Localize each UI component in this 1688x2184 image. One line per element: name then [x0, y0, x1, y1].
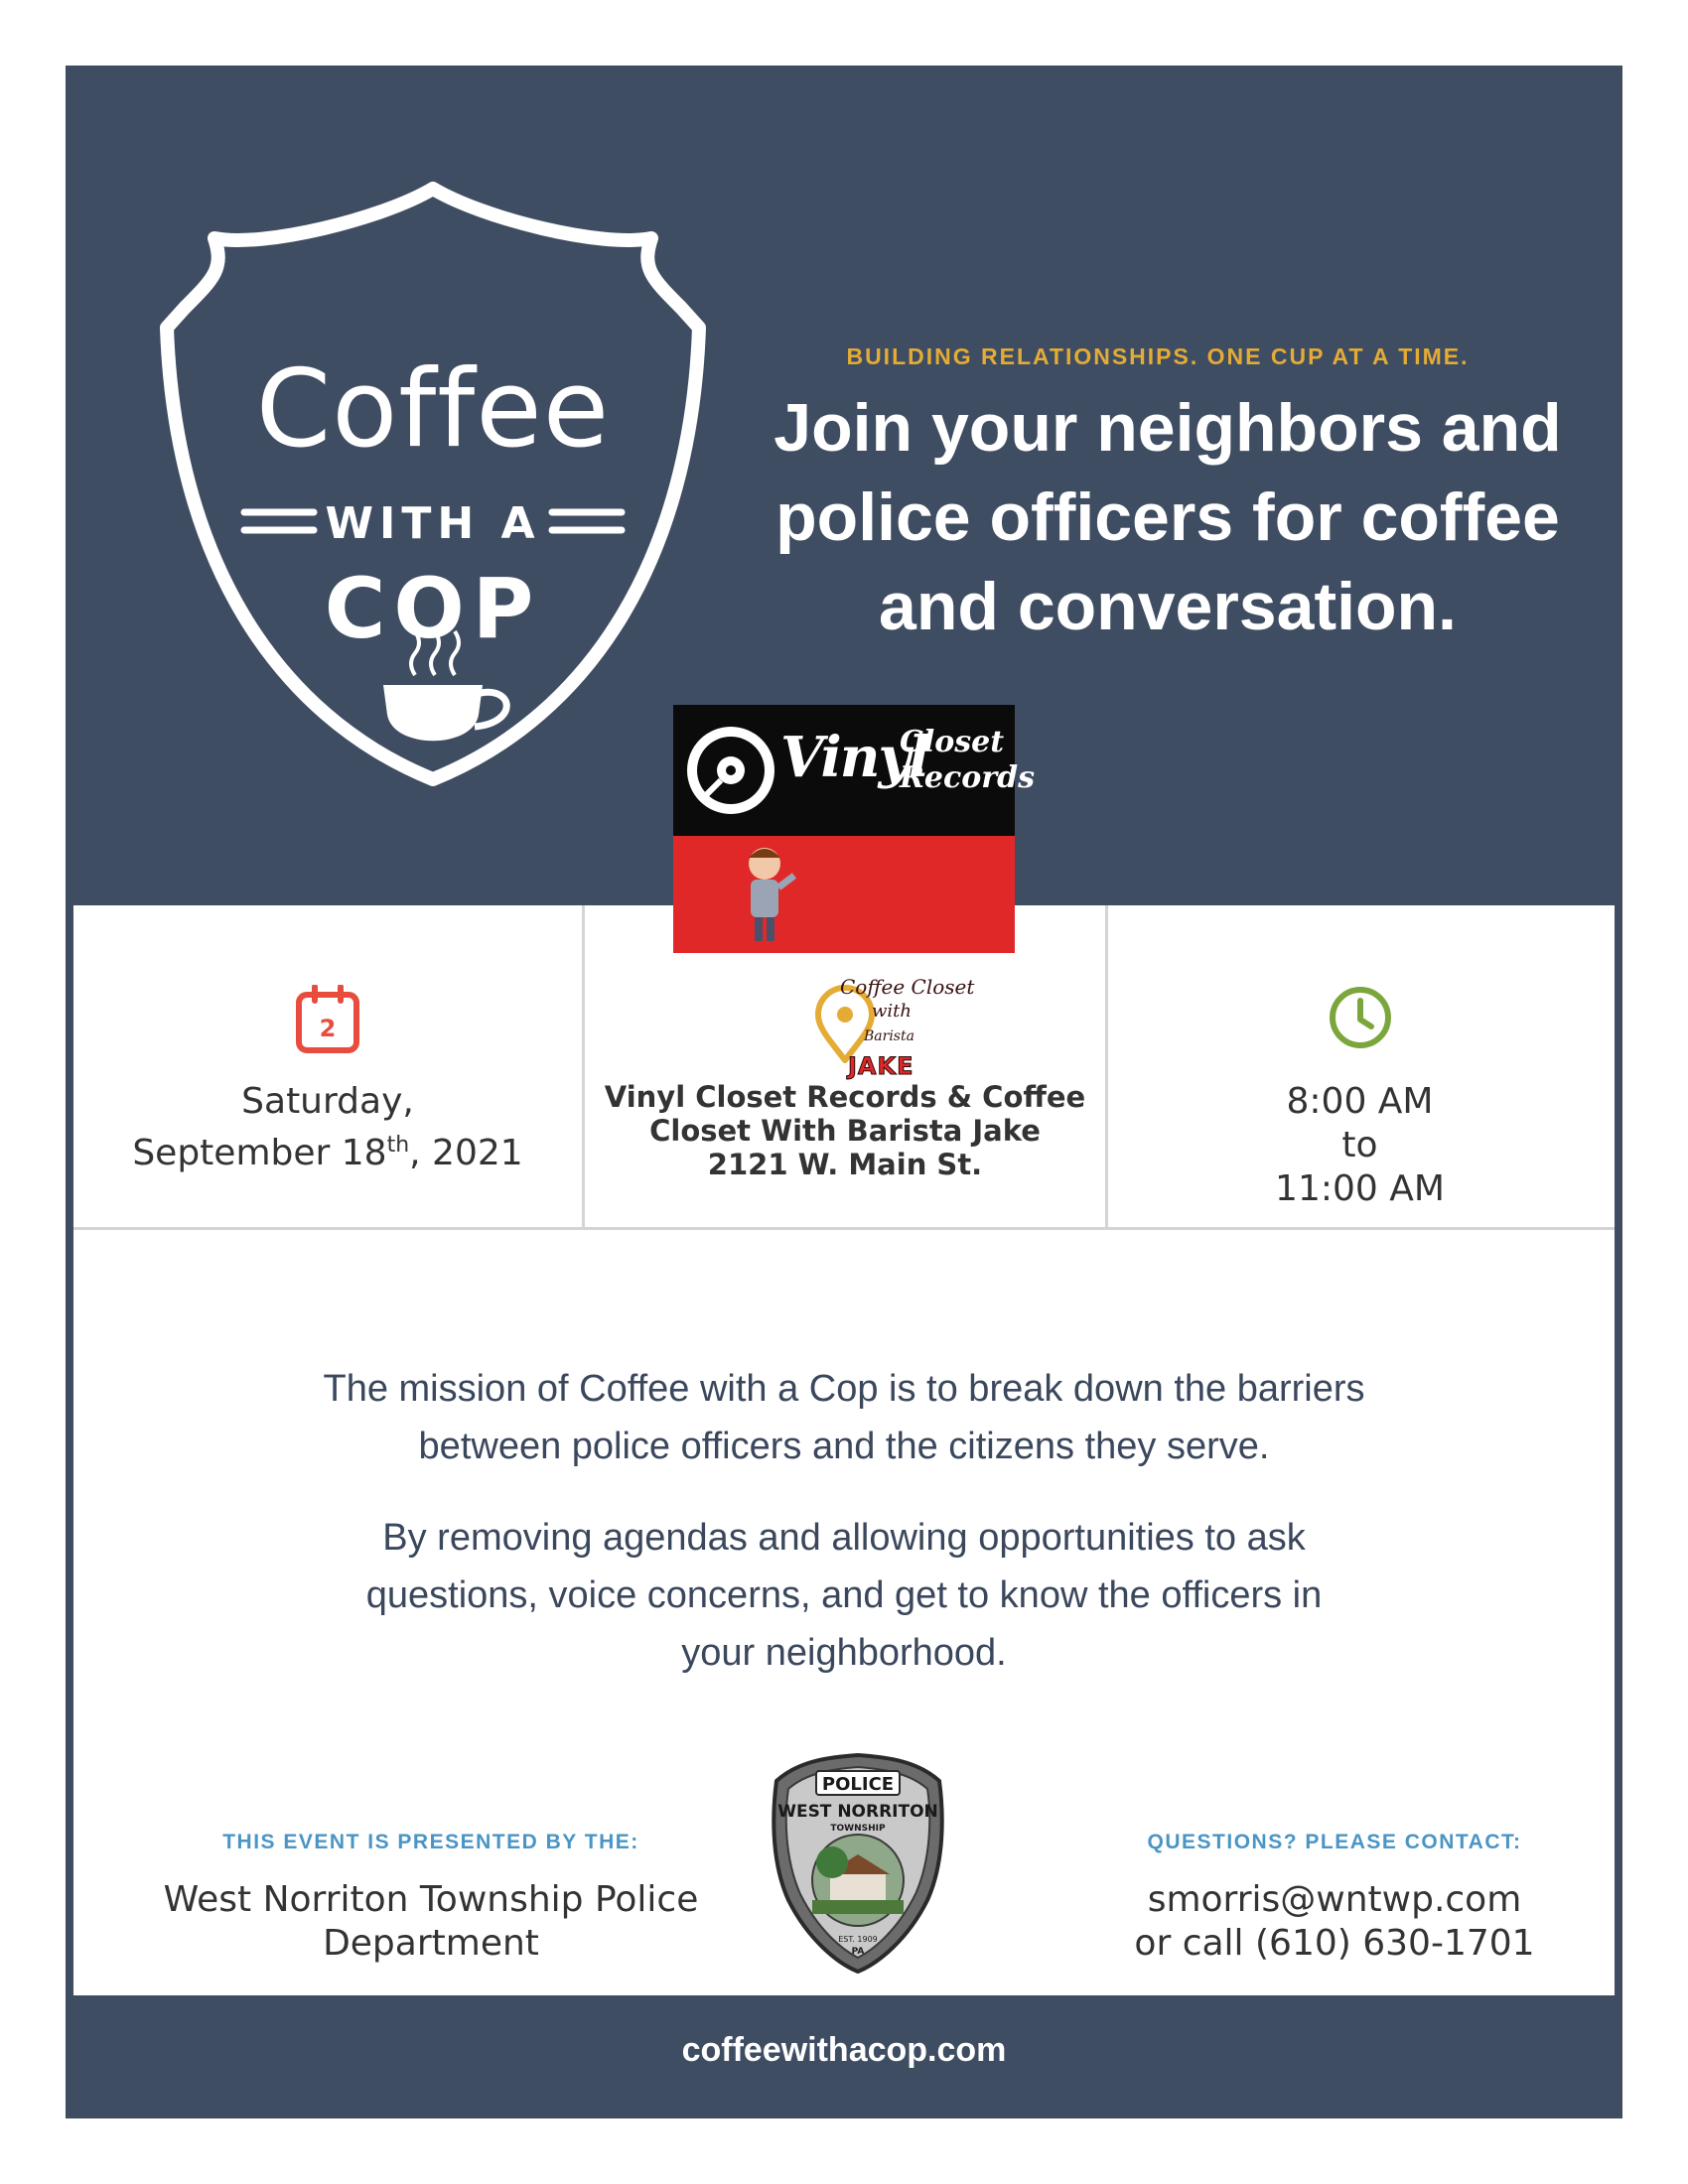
content-panel — [73, 905, 1615, 1995]
barista-text: Barista — [864, 1028, 914, 1044]
mission-p2-line-1: By removing agendas and allowing opportunities to ask — [382, 1517, 1306, 1559]
presenter-line-1: West Norriton Township Police — [163, 1879, 699, 1920]
location-line-2: Closet With Barista Jake — [649, 1114, 1041, 1148]
mission-p2-line-3: your neighborhood. — [681, 1632, 1007, 1674]
location-line-3: 2121 W. Main St. — [707, 1148, 983, 1181]
presenter-line-2: Department — [323, 1923, 539, 1964]
with-text: with — [872, 1001, 912, 1022]
logo-coffee-text: Coffee — [255, 347, 611, 472]
headline — [761, 383, 1575, 651]
barista-figure-icon — [733, 840, 802, 949]
event-date — [73, 1080, 582, 1175]
flyer-frame — [66, 66, 1622, 2118]
clock-icon — [1328, 985, 1393, 1055]
time-column — [1105, 905, 1615, 1227]
website-link[interactable]: coffeewithacop.com — [681, 2031, 1007, 2069]
coffee-closet-text: Coffee Closet — [840, 975, 975, 999]
contact-label: QUESTIONS? PLEASE CONTACT: — [1147, 1831, 1522, 1853]
event-details-row — [73, 905, 1615, 1230]
calendar-day: 2 — [319, 1015, 337, 1042]
mission-p1-line-1: The mission of Coffee with a Cop is to break down the barriers — [323, 1368, 1365, 1410]
shield-icon — [155, 179, 711, 794]
contact-phone[interactable]: or call (610) 630-1701 — [1134, 1923, 1535, 1964]
vinyl-logo-bottom — [673, 836, 1015, 1080]
vinyl-closet-records-logo — [673, 705, 1035, 1080]
police-badge — [769, 1751, 947, 1976]
logo-cop-text: COP — [324, 560, 542, 657]
headline-line-2: police officers for coffee — [775, 479, 1560, 555]
records-word: Records — [900, 760, 1035, 795]
date-line-2: September 18th, 2021 — [132, 1133, 523, 1173]
time-start: 8:00 AM — [1286, 1081, 1434, 1122]
time-end: 11:00 AM — [1275, 1168, 1445, 1209]
badge-police-text: POLICE — [821, 1774, 895, 1795]
mission-paragraph-1 — [272, 1360, 1416, 1475]
badge-township-text: TOWNSHIP — [830, 1824, 886, 1834]
badge-township-name: WEST NORRITON — [777, 1802, 938, 1822]
event-time — [1105, 1080, 1615, 1211]
headline-line-1: Join your neighbors and — [774, 390, 1562, 466]
calendar-icon — [295, 985, 360, 1059]
vinyl-record-icon — [681, 721, 780, 820]
mission-paragraph-2 — [272, 1509, 1416, 1682]
coffee-with-a-cop-logo — [155, 179, 711, 794]
jake-text: JAKE — [848, 1052, 914, 1080]
badge-est-text: EST. 1909 — [838, 1935, 878, 1944]
logo-with-a-text: WITH A — [325, 498, 541, 549]
contact-info — [1047, 1878, 1622, 1966]
mission-p1-line-2: between police officers and the citizens they serve. — [418, 1426, 1270, 1467]
contact-email[interactable]: smorris@wntwp.com — [1147, 1879, 1522, 1920]
police-badge-icon — [769, 1751, 947, 1976]
time-to: to — [1341, 1125, 1378, 1165]
closet-word: Closet — [900, 725, 1005, 759]
date-column — [73, 905, 582, 1227]
tagline: BUILDING RELATIONSHIPS. ONE CUP AT A TIME. — [846, 343, 1470, 369]
mission-p2-line-2: questions, voice concerns, and get to know the officers in — [365, 1574, 1323, 1616]
date-line-1: Saturday, — [241, 1081, 414, 1122]
location-line-1: Vinyl Closet Records & Coffee — [604, 1080, 1086, 1114]
headline-line-3: and conversation. — [879, 569, 1457, 644]
location-column — [582, 905, 1108, 1227]
vinyl-word: Vinyl — [780, 725, 928, 790]
event-location — [585, 1080, 1105, 1181]
presenter-name — [113, 1878, 749, 1966]
presented-by-label: THIS EVENT IS PRESENTED BY THE: — [222, 1831, 639, 1853]
badge-state-text: PA — [851, 1947, 865, 1957]
vinyl-logo-top — [673, 705, 1035, 836]
